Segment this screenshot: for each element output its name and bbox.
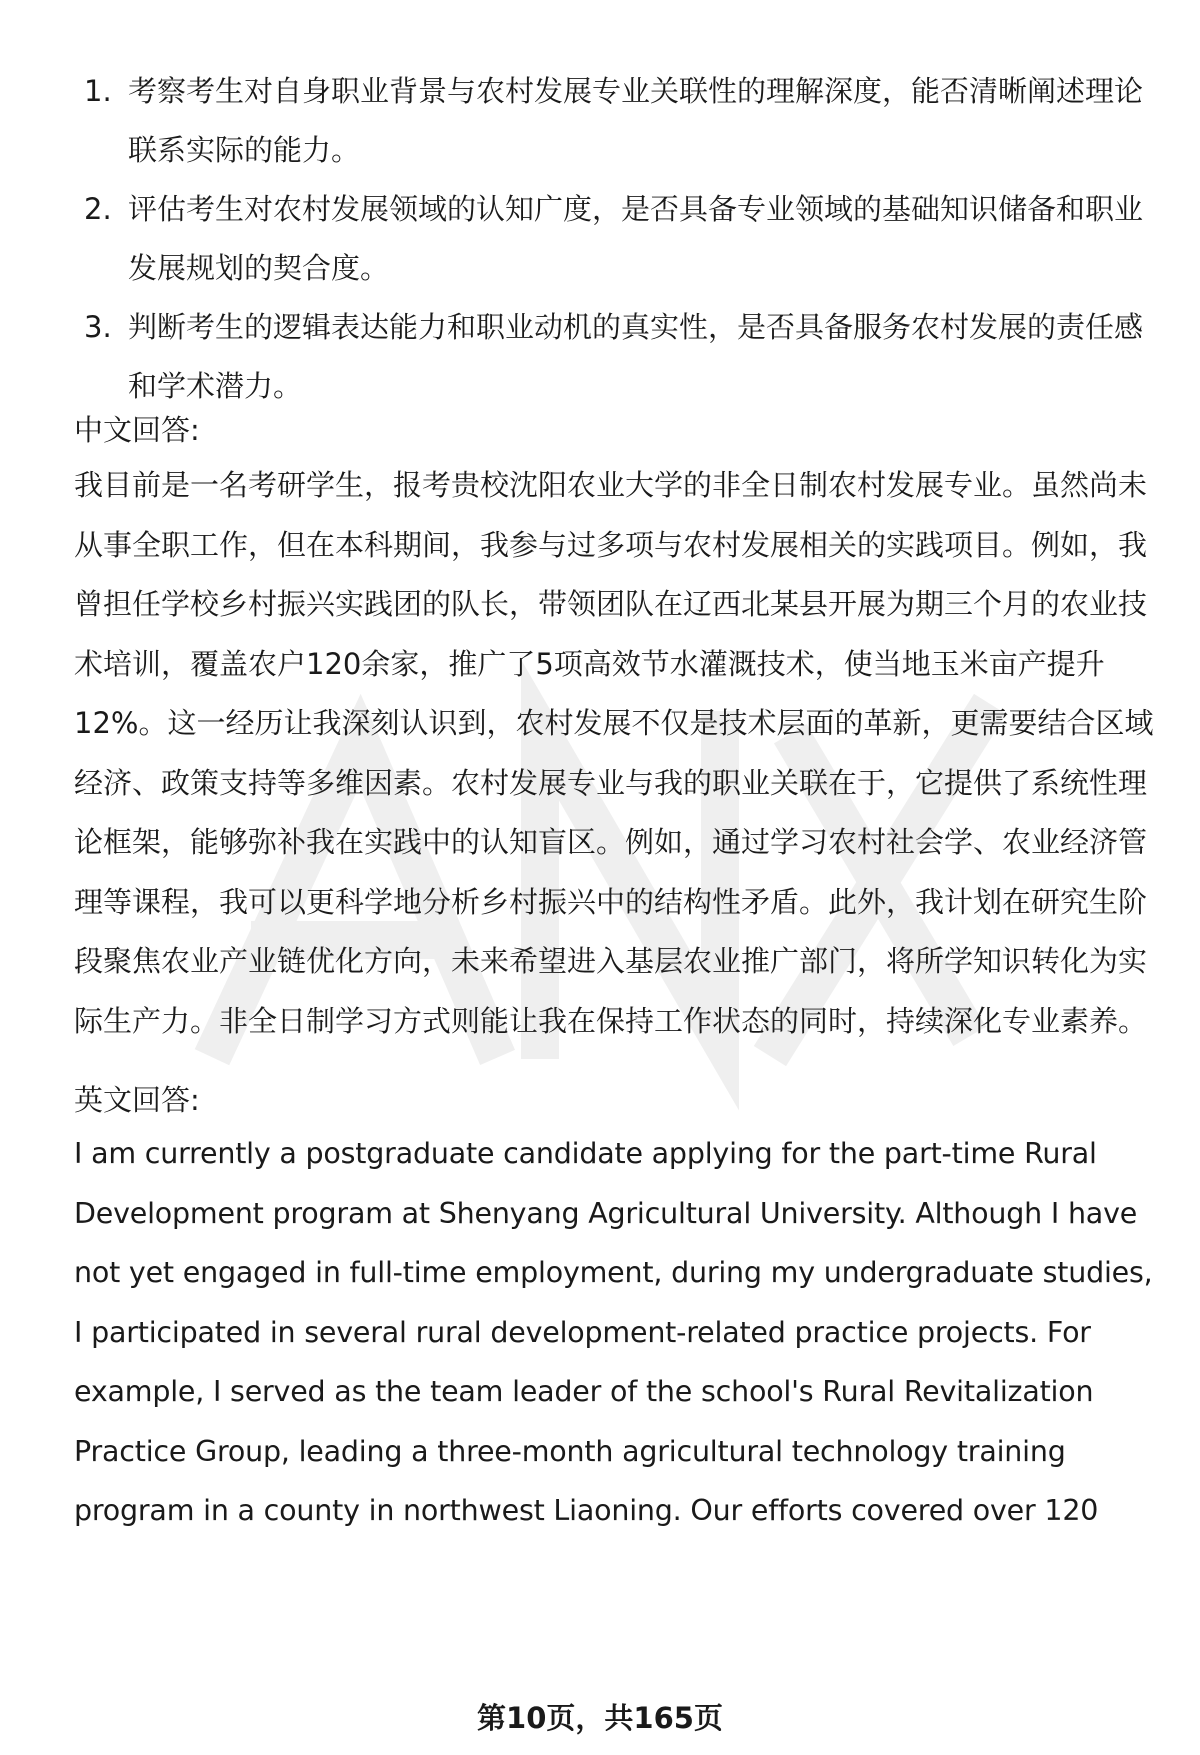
item-number: 2. [84, 192, 112, 226]
criteria-item [84, 62, 1164, 180]
criteria-list [84, 62, 1164, 416]
english-answer-text: I am currently a postgraduate candidate applying for the part-time Rural Development program at Shenyang Agricultural University. Although I have not yet engaged in full-time employment, during my undergraduate studies, I participated in several rural development-related practice projects. For example, I served as the team leader of the school's Rural Revitalization Practice Group, leading a three-month agricultural technology training program in a county in northwest Liaoning. Our efforts covered over 120 [74, 1137, 1153, 1527]
chinese-answer-label: 中文回答: [74, 413, 200, 447]
criteria-item [84, 180, 1164, 298]
criteria-item [84, 298, 1164, 416]
item-number: 1. [84, 74, 112, 108]
item-text: 考察考生对自身职业背景与农村发展专业关联性的理解深度，能否清晰阐述理论联系实际的能力。 [128, 74, 1144, 167]
page-number-footer: 第10页，共165页 [477, 1701, 723, 1735]
item-text: 判断考生的逻辑表达能力和职业动机的真实性，是否具备服务农村发展的责任感和学术潜力。 [128, 310, 1144, 403]
english-answer-label: 英文回答: [74, 1083, 200, 1117]
item-text: 评估考生对农村发展领域的认知广度，是否具备专业领域的基础知识储备和职业发展规划的契合度。 [128, 192, 1144, 285]
chinese-answer-text: 我目前是一名考研学生，报考贵校沈阳农业大学的非全日制农村发展专业。虽然尚未从事全职工作，但在本科期间，我参与过多项与农村发展相关的实践项目。例如，我曾担任学校乡村振兴实践团的队长，带领团队在辽西北某县开展为期三个月的农业技术培训，覆盖农户120余家，推广了5项高效节水灌溉技术，使当地玉米亩产提升12%。这一经历让我深刻认识到，农村发展不仅是技术层面的革新，更需要结合区域经济、政策支持等多维因素。农村发展专业与我的职业关联在于，它提供了系统性理论框架，能够弥补我在实践中的认知盲区。例如，通过学习农村社会学、农业经济管理等课程，我可以更科学地分析乡村振兴中的结构性矛盾。此外，我计划在研究生阶段聚焦农业产业链优化方向，未来希望进入基层农业推广部门，将所学知识转化为实际生产力。非全日制学习方式则能让我在保持工作状态的同时，持续深化专业素养。 [74, 468, 1154, 1038]
item-number: 3. [84, 310, 112, 344]
